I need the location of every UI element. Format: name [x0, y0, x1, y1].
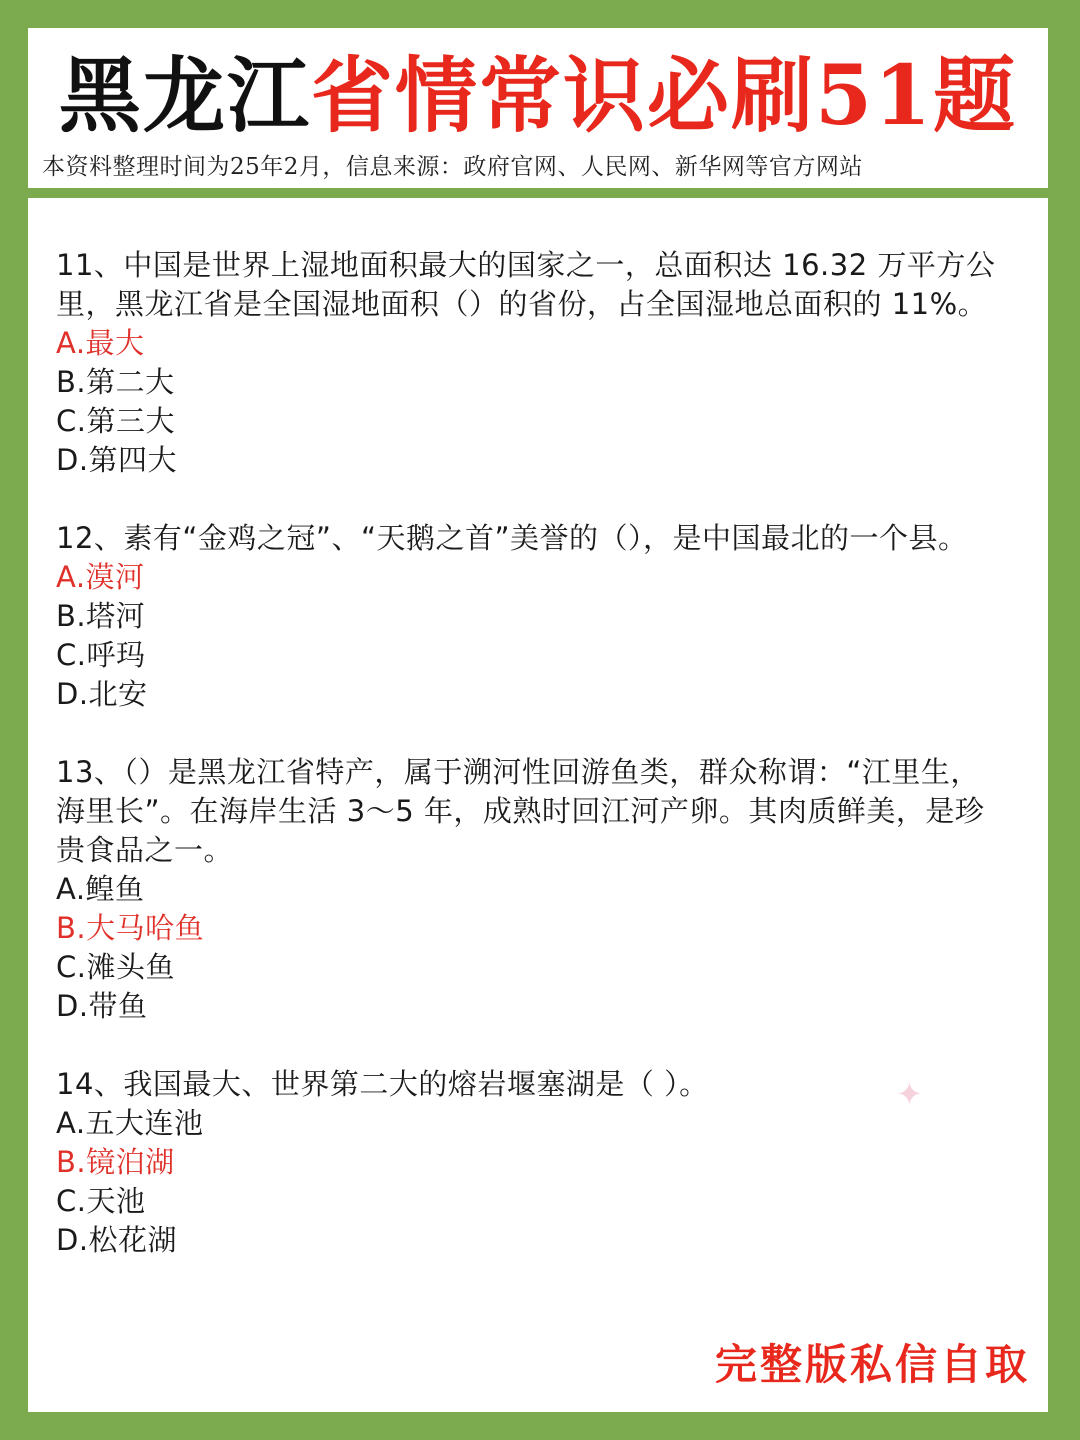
option-b: B.大马哈鱼	[56, 911, 205, 945]
title-red-part: 省情常识必刷51题	[310, 48, 1018, 144]
option-d: D.松花湖	[56, 1223, 178, 1257]
option-c: C.第三大	[56, 404, 175, 438]
question-text: 11、中国是世界上湿地面积最大的国家之一，总面积达 16.32 万平方公里，黑龙江省是全国湿地面积（）的省份，占全国湿地总面积的 11%。	[56, 248, 996, 321]
option-d: D.带鱼	[56, 989, 148, 1023]
option-a: A.漠河	[56, 560, 145, 594]
option-b: B.第二大	[56, 365, 175, 399]
question-13	[56, 753, 1006, 1026]
question-text: 13、（）是黑龙江省特产，属于溯河性回游鱼类，群众称谓：“江里生，海里长”。在海岸生活 3～5 年，成熟时回江河产卵。其肉质鲜美，是珍贵食品之一。	[56, 755, 985, 867]
question-list	[56, 246, 1006, 1299]
page-title	[28, 46, 1048, 146]
question-text: 12、素有“金鸡之冠”、“天鹅之首”美誉的（），是中国最北的一个县。	[56, 521, 968, 555]
option-d: D.第四大	[56, 443, 178, 477]
footer-note: 完整版私信自取	[714, 1340, 1030, 1389]
option-c: C.呼玛	[56, 638, 146, 672]
option-d: D.北安	[56, 677, 148, 711]
header-panel	[28, 28, 1048, 188]
option-b: B.镜泊湖	[56, 1145, 175, 1179]
option-c: C.滩头鱼	[56, 950, 175, 984]
question-11	[56, 246, 1006, 480]
option-c: C.天池	[56, 1184, 146, 1218]
source-note: 本资料整理时间为25年2月，信息来源：政府官网、人民网、新华网等官方网站	[42, 154, 863, 180]
question-text: 14、我国最大、世界第二大的熔岩堰塞湖是（ ）。	[56, 1067, 709, 1101]
option-b: B.塔河	[56, 599, 146, 633]
content-panel	[28, 198, 1048, 1412]
option-a: A.鳇鱼	[56, 872, 145, 906]
question-14	[56, 1065, 1006, 1260]
option-a: A.最大	[56, 326, 145, 360]
title-black-part: 黑龙江	[58, 48, 311, 144]
sparkle-icon: ✦	[896, 1075, 923, 1113]
option-a: A.五大连池	[56, 1106, 204, 1140]
question-12	[56, 519, 1006, 714]
